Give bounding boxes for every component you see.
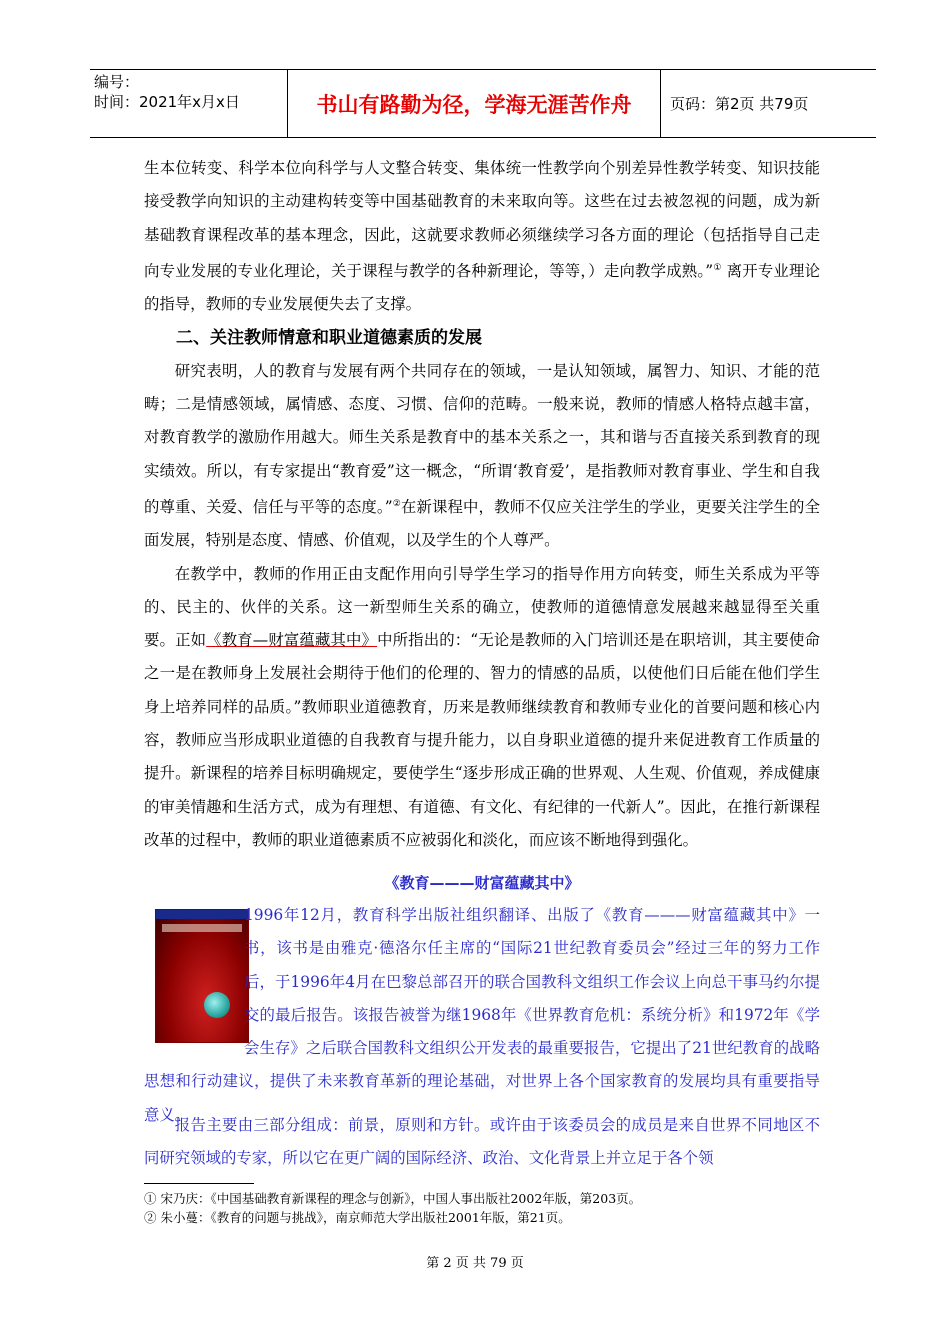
paragraph-text: 研究表明，人的教育与发展有两个共同存在的领域，一是认知领域，属智力、知识、才能的范畴；二是情感领域，属情感、态度、习惯、信仰的范畴。一般来说，教师的情感人格特点越丰富，对教育教学的激励作用越大。师生关系是教育中的基本关系之一，其和谐与否直接关系到教育的现实绩效。所以，有专家提出“教育爱”这一概念，“所谓‘教育爱’，是指教师对教育事业、学生和自我的尊重、关爱、信任与平等的态度。”: [144, 361, 820, 516]
page-footer: 第 2 页 共 79 页: [426, 1256, 524, 1271]
footnotes: [144, 1189, 641, 1227]
paragraph-text: 生本位转变、科学本位向科学与人文整合转变、集体统一性教学向个别差异性教学转变、知识技能接受教学向知识的主动建构转变等中国基础教育的未来取向等。这些在过去被忽视的问题，成为新基础教育课程改革的基本理念，因此，这就要求教师必须继续学习各方面的理论（包括指导自己走向专业发展的专业化理论，关于课程与教学的各种新理论，等等，）走向教学成熟。”: [144, 159, 820, 281]
book-flow: [144, 899, 820, 1132]
footnote-2: ② 朱小蔓：《教育的问题与挑战》，南京师范大学出版社2001年版，第21页。: [144, 1210, 571, 1225]
book-paragraph-continued: [144, 899, 820, 1132]
header-time-label: 时间：2021年x月x日: [94, 93, 240, 111]
header-divider: [660, 70, 661, 137]
paragraph: [144, 152, 820, 322]
book-summary: [144, 1109, 820, 1176]
header-page-number: 页码：第2页 共79页: [670, 95, 809, 113]
paragraph-text: 中所指出的：“无论是教师的入门培训还是在职培训，其主要使命之一是在教师身上发展社会期待于他们的伦理的、智力的情感的品质，以使他们日后能在他们学生身上培养同样的品质。”教师职业道德教育，历来是教师继续教育和教师专业化的首要问题和核心内容，教师应当形成职业道德的自我教育与提升能力，以自身职业道德的提升来促进教育工作质量的提升。新课程的培养目标明确规定，要使学生“逐步形成正确的世界观、人生观、价值观，养成健康的审美情趣和生活方式，成为有理想、有道德、有文化、有纪律的一代新人”。因此，在推行新课程改革的过程中，教师的职业道德素质不应被弱化和淡化，而应该不断地得到强化。: [144, 631, 820, 849]
footnote-1: ① 宋乃庆：《中国基础教育新课程的理念与创新》，中国人事出版社2002年版，第203页。: [144, 1191, 642, 1206]
header-motto: 书山有路勤为径，学海无涯苦作舟: [316, 92, 632, 117]
header-meta: [94, 72, 240, 112]
paragraph-text: 1996年12月，教育科学出版社组织翻译、出版了《教育———财富蕴藏其中》一书，该书是由雅克·德洛尔任主席的“国际21世纪教育委员会”经过三年的努力工作后，于1996年4月在巴黎总部召开的联合国教科文组织工作会议上向总干事马约尔提交的最后报告。该报告被誉为继1968年《世界教育危机：系统分析》和1972年《学会生存》之后联合国教科文组织公开发表的最重要报告，它提出了21世纪教育的战略思想和行动建议，提供了未来教育革新的理论基础，对世界上各个国家教育的发展均具有重要指导意义。: [144, 906, 820, 1124]
book-section-title: 《教育———财富蕴藏其中》: [384, 874, 580, 892]
book-paragraph: 报告主要由三部分组成：前景，原则和方针。或许由于该委员会的成员是来自世界不同地区不同研究领域的专家，所以它在更广阔的国际经济、政治、文化背景上并立足于各个领: [144, 1116, 820, 1168]
book-link[interactable]: 《教育—财富蕴藏其中》: [206, 631, 378, 650]
page-header: [90, 69, 876, 138]
section-heading: 二、关注教师情意和职业道德素质的发展: [176, 327, 482, 348]
paragraph-text: 在新课程中，教师不仅应关注学生的学业，更要关注学生的全面发展，特别是态度、情感、价值观，以及学生的个人尊严。: [144, 497, 820, 550]
cover-spacer: [144, 899, 244, 1064]
header-number-label: 编号：: [94, 73, 140, 91]
paragraph-text: 在教学中，教师的作用正由支配作用向引导学生学习的指导作用方向转变，师生关系成为平等的、民主的、伙伴的关系。这一新型师生关系的确立，使教师的道德情意发展越来越显得至关重要。正如: [144, 564, 820, 650]
main-text: [144, 152, 820, 857]
footnote-divider: [144, 1183, 254, 1184]
paragraph-text: 离开专业理论的指导，教师的专业发展便失去了支撑。: [144, 262, 820, 314]
paragraph: [144, 355, 820, 558]
footnote-ref: ②: [392, 498, 401, 509]
paragraph: [144, 558, 820, 858]
footnote-ref: ①: [713, 262, 722, 273]
